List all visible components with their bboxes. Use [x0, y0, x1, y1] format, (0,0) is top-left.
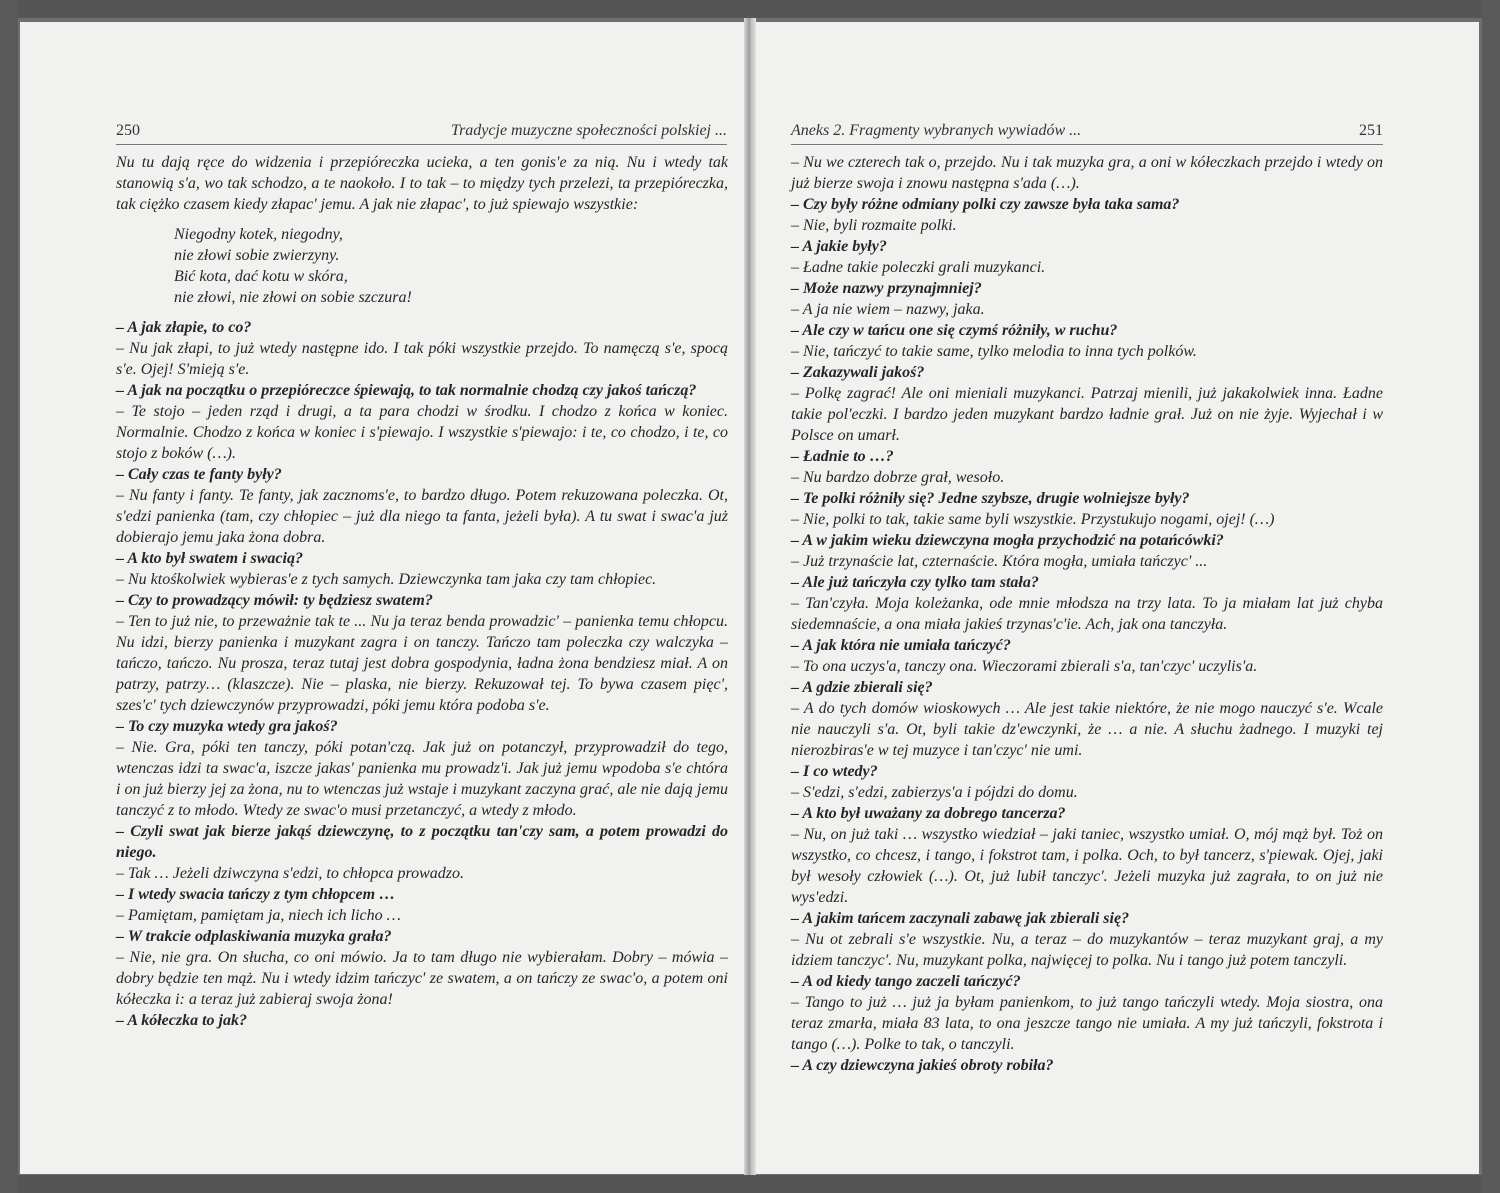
right-running-head: [791, 120, 1383, 142]
interview-answer: – Nu we czterech tak o, przejdo. Nu i tak muzyka gra, a oni w kółeczkach przejdo i wtedy on już bierze swoja i znowu następna s'ada (…).: [791, 154, 1383, 192]
interview-question: – Te polki różniły się? Jedne szybsze, drugie wolniejsze były?: [791, 490, 1190, 507]
left-page-text: [116, 152, 728, 1031]
interview-answer: – Nu jak złapi, to już wtedy następne ido. I tak póki wszystkie przejdo. To namęczą s'e, spocą s'e. Ojej! S'mieją s'e.: [116, 340, 728, 378]
interview-answer: – A do tych domów wioskowych … Ale jest takie niektóre, że nie mogo nauczyć s'e. Wcale nie nauczyli s'a. Ot, byli takie dz'ewczynki, że … a nie. A słuchu żadnego. I muzyki tej nierozbiras'e w tej muzyce i tan'czyc' nie umi.: [791, 700, 1383, 759]
interview-question: – A czy dziewczyna jakieś obroty robiła?: [791, 1057, 1054, 1074]
interview-question: – A gdzie zbierali się?: [791, 679, 933, 696]
interview-question: – Czy były różne odmiany polki czy zawsze była taka sama?: [791, 196, 1180, 213]
right-page-number: 251: [1359, 122, 1383, 139]
interview-answer: – Nie, tańczyć to takie same, tylko melodia to inna tych polków.: [791, 343, 1197, 360]
interview-answer: – Już trzynaście lat, czternaście. Która mogła, umiała tańczyc' ...: [791, 553, 1208, 570]
interview-answer: – S'edzi, s'edzi, zabierzys'a i pójdzi do domu.: [791, 784, 1078, 801]
interview-answer: – Nie. Gra, póki ten tanczy, póki potan'czą. Jak już on potanczył, przyprowadził do tego, wtenczas idzi ta swac'a, iszcze jakas' panienka mu prowadz'i. Jak już jemu wpodoba s'e chtóra i on już bierzy jej za żona, nu to wtenczas już wstaje i muzykant zaczyna grać, ale nie dają jemu tanczyć z to młodo. Wtedy ze swac'o musi przetanczyć, a wtedy z młodo.: [116, 739, 728, 819]
left-running-head: [116, 120, 727, 142]
interview-question: – A jakie były?: [791, 238, 887, 255]
interview-question: – I wtedy swacia tańczy z tym chłopcem …: [116, 886, 396, 903]
interview-question: – A jakim tańcem zaczynali zabawę jak zbierali się?: [791, 910, 1130, 927]
interview-question: – A jak która nie umiała tańczyć?: [791, 637, 1011, 654]
right-dialogue: [791, 152, 1383, 1076]
interview-answer: – Nie, byli rozmaite polki.: [791, 217, 957, 234]
left-page: [20, 22, 748, 1174]
scan-frame-left: [0, 0, 18, 1193]
intro-paragraph: Nu tu dają ręce do widzenia i przepióreczka ucieka, a ten gonis'e za nią. Nu i wtedy tak stanowią s'a, wo tak schodzo, a te naokoło. I to tak – to między tych przelezi, ta przepióreczka, tak ciężko czasem kiedy złapac' jemu. A jak nie złapac', to już spiewajo wszystkie:: [116, 154, 728, 213]
right-header-rule: [791, 144, 1383, 145]
poem: [174, 224, 728, 308]
interview-answer: – Nu ktośkolwiek wybieras'e z tych samych. Dziewczynka tam jaka czy tam chłopiec.: [116, 571, 657, 588]
interview-question: – I co wtedy?: [791, 763, 878, 780]
interview-answer: – Nu ot zebrali s'e wszystkie. Nu, a teraz – do muzykantów – teraz muzykant graj, a my idziem tanczyc'. Nu, muzykant polka, najwięcej to polka. Nu i tango już potem tanczyli.: [791, 931, 1383, 969]
interview-answer: – Ładne takie poleczki grali muzykanci.: [791, 259, 1046, 276]
interview-question: – Cały czas te fanty były?: [116, 466, 282, 483]
interview-question: – A jak złapie, to co?: [116, 319, 252, 336]
interview-question: – Ale już tańczyła czy tylko tam stała?: [791, 574, 1039, 591]
interview-question: – Może nazwy przynajmniej?: [791, 280, 982, 297]
interview-answer: – Tan'czyła. Moja koleżanka, ode mnie młodsza na trzy lata. To ja miałam lat już chyba siedemnaście, a ona miała jakieś trzynas'c'ie. Ach, jak ona tanczyła.: [791, 595, 1383, 633]
interview-answer: – Pamiętam, pamiętam ja, niech ich licho …: [116, 907, 401, 924]
interview-answer: – A ja nie wiem – nazwy, jaka.: [791, 301, 985, 318]
interview-question: – A w jakim wieku dziewczyna mogła przychodzić na potańcówki?: [791, 532, 1224, 549]
interview-answer: – Polkę zagrać! Ale oni mieniali muzykanci. Patrzaj mienili, już jakakolwiek inna. Ładne takie pol'eczki. I bardzo jeden muzykant bardzo ładnie grał. Już on nie żyje. Wyjechał i w Polsce on umarł.: [791, 385, 1383, 444]
scan-frame-bottom: [0, 1175, 1500, 1193]
left-page-number: 250: [116, 122, 140, 139]
interview-answer: – Nu, on już taki … wszystko wiedział – jaki taniec, wszystko umiał. O, mój mąż był. Toż on wszystko, co chcesz, i tango, i fokstrot tam, i polka. Och, to był tancerz, s'piewak. Ojej, jaki był wesoły człowiek (…). Ot, już lubił tanczyc'. Jeżeli muzyka już zagrała, to on już nie wys'edzi.: [791, 826, 1383, 906]
right-page-text: [791, 152, 1383, 1076]
interview-answer: – Nu bardzo dobrze grał, wesoło.: [791, 469, 1005, 486]
scan-frame-right: [1482, 0, 1500, 1193]
interview-answer: – Nu fanty i fanty. Te fanty, jak zacznoms'e, to bardzo długo. Potem rekuzowana poleczka. Ot, s'edzi panienka (tam, czy chłopiec – już dla niego ta fanta, jeżeli była). A tu swat i swac'a już dobierajo jemu jaka żona dobra.: [116, 487, 728, 546]
left-dialogue: [116, 317, 728, 1031]
right-page: [751, 22, 1479, 1174]
scan-frame-top: [0, 0, 1500, 18]
right-running-title: Aneks 2. Fragmenty wybranych wywiadów ...: [791, 122, 1082, 139]
interview-answer: – Nie, polki to tak, takie same byli wszystkie. Przystukujo nogami, ojej! (…): [791, 511, 1275, 528]
interview-question: – Zakazywali jakoś?: [791, 364, 925, 381]
interview-answer: – Te stojo – jeden rząd i drugi, a ta para chodzi w środku. I chodzo z końca w koniec. Normalnie. Chodzo z końca w koniec i s'piewajo. I wszystkie s'piewajo: i te, co chodzo, i te, co stojo z boków (…).: [116, 403, 728, 462]
poem-line: nie złowi sobie zwierzyny.: [174, 247, 340, 264]
interview-question: – Ładnie to …?: [791, 448, 894, 465]
interview-question: – To czy muzyka wtedy gra jakoś?: [116, 718, 338, 735]
interview-answer: – Ten to już nie, to przeważnie tak te ... Nu ja teraz benda prowadzic' – panienka temu chłopcu. Nu idzi, bierzy panienka i muzykant zagra i on tanczy. Tańczo tam poleczka czy walczyka – tańczo, tańczo. Nu prosza, teraz tutaj jest dobra gospodynia, ładna żona bendziesz miał. A on patrzy, patrzy… (klaszcze). Nie – plaska, nie bierzy. Rekuzował tej. To bywa czasem pięc', szes'c' tych dziewczynów przyprowadzi, póki jemu która podoba s'e.: [116, 613, 728, 714]
interview-question: – W trakcie odplaskiwania muzyka grała?: [116, 928, 392, 945]
interview-question: – Ale czy w tańcu one się czymś różniły, w ruchu?: [791, 322, 1118, 339]
interview-answer: – To ona uczys'a, tanczy ona. Wieczorami zbierali s'a, tan'czyc' uczylis'a.: [791, 658, 1258, 675]
interview-answer: – Tango to już … już ja byłam panienkom, to już tango tańczyli wtedy. Moja siostra, ona teraz zmarła, miała 83 lata, to ona jeszcze tango nie umiała. A my już tańczyli, fokstrota i tango (…). Polke to tak, o tanczyli.: [791, 994, 1383, 1053]
interview-question: – A kto był swatem i swacią?: [116, 550, 303, 567]
poem-line: Niegodny kotek, niegodny,: [174, 226, 343, 243]
interview-answer: – Tak … Jeżeli dziwczyna s'edzi, to chłopca prowadzo.: [116, 865, 464, 882]
poem-line: nie złowi, nie złowi on sobie szczura!: [174, 289, 412, 306]
interview-question: – A kto był uważany za dobrego tancerza?: [791, 805, 1066, 822]
interview-question: – Czyli swat jak bierze jakąś dziewczynę, to z początku tan'czy sam, a potem prowadzi do niego.: [116, 823, 728, 861]
interview-question: – A kółeczka to jak?: [116, 1012, 247, 1029]
book-spine: [744, 18, 756, 1175]
interview-question: – A od kiedy tango zaczeli tańczyć?: [791, 973, 1021, 990]
left-running-title: Tradycje muzyczne społeczności polskiej ...: [451, 122, 727, 139]
poem-line: Bić kota, dać kotu w skóra,: [174, 268, 348, 285]
left-header-rule: [116, 144, 727, 145]
interview-answer: – Nie, nie gra. On słucha, co oni mówio. Ja to tam długo nie wybierałam. Dobry – mówia – dobry będzie ten mąż. Nu i wtedy idzim tańczyc' ze swatem, a on tańczy ze swac'o, a potem oni kółeczka i: a teraz już zabieraj swoja żona!: [116, 949, 728, 1008]
interview-question: – Czy to prowadzący mówił: ty będziesz swatem?: [116, 592, 433, 609]
interview-question: – A jak na początku o przepióreczce śpiewają, to tak normalnie chodzą czy jakoś tańczą?: [116, 382, 697, 399]
